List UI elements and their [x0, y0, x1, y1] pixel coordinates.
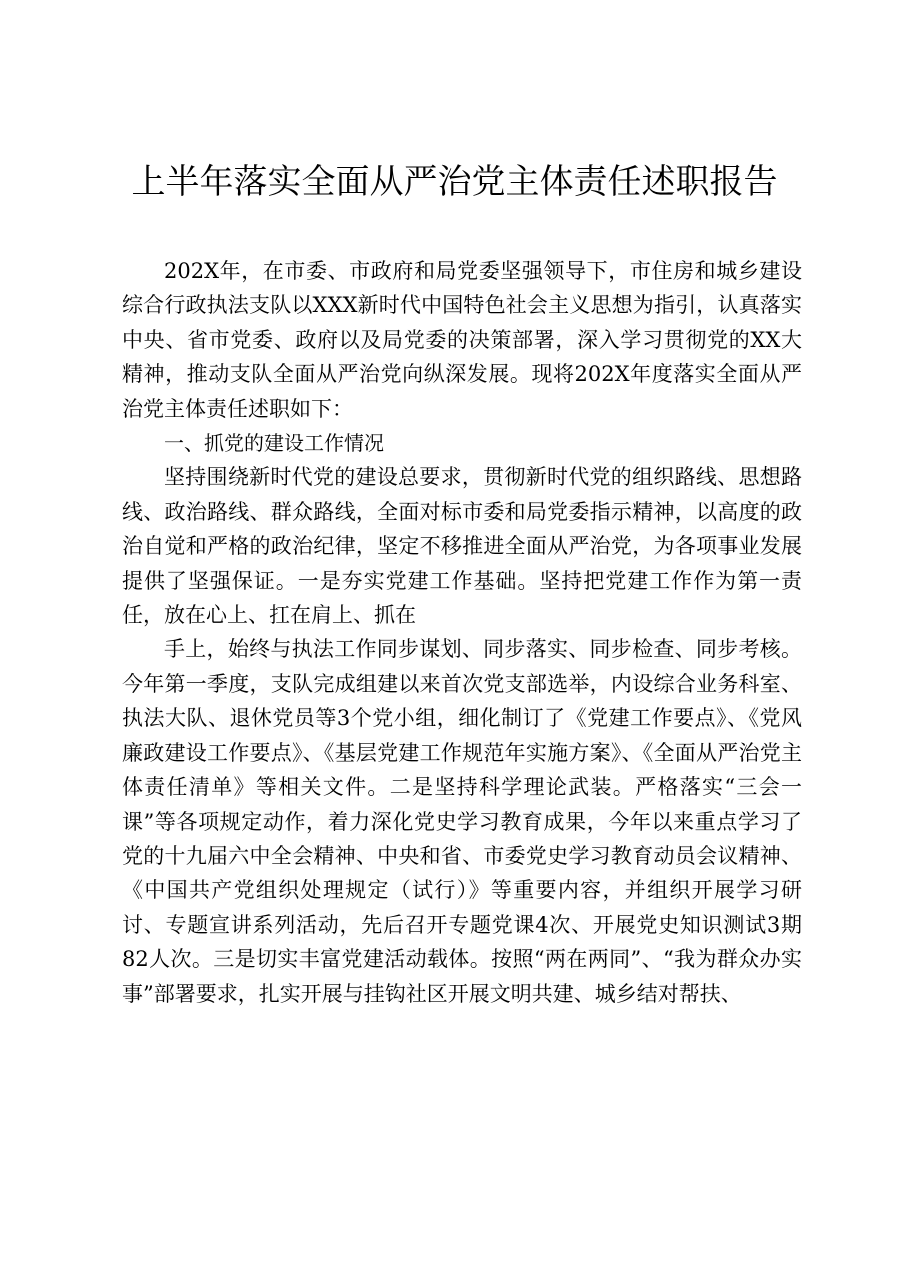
- body-paragraph: 坚持围绕新时代党的建设总要求，贯彻新时代党的组织路线、思想路线、政治路线、群众路线，全面对标市委和局党委指示精神，以高度的政治自觉和严格的政治纪律，坚定不移推进全面从严治党，为各项事业发展提供了坚强保证。一是夯实党建工作基础。坚持把党建工作作为第一责任，放在心上、扛在肩上、抓在: [122, 465, 802, 628]
- intro-paragraph: 202X年，在市委、市政府和局党委坚强领导下，市住房和城乡建设综合行政执法支队以XXX新时代中国特色社会主义思想为指引，认真落实中央、省市党委、政府以及局党委的决策部署，深入学习贯彻党的XX大精神，推动支队全面从严治党向纵深发展。现将202X年度落实全面从严治党主体责任述职如下：: [122, 259, 802, 421]
- document-title: 上半年落实全面从严治党主体责任述职报告: [131, 162, 778, 202]
- body-paragraph: 手上，始终与执法工作同步谋划、同步落实、同步检查、同步考核。今年第一季度，支队完成组建以来首次党支部选举，内设综合业务科室、执法大队、退休党员等3个党小组，细化制订了《党建工作要点》、《党风廉政建设工作要点》、《基层党建工作规范年实施方案》、《全面从严治党主体责任清单》等相关文件。二是坚持科学理论武装。严格落实“三会一课”等各项规定动作，着力深化党史学习教育成果，今年以来重点学习了党的十九届六中全会精神、中央和省、市委党史学习教育动员会议精神、《中国共产党组织处理规定（试行）》等重要内容，并组织开展学习研讨、专题宣讲系列活动，先后召开专题党课4次、开展党史知识测试3期82人次。三是切实丰富党建活动载体。按照“两在两同”、“我为群众办实事”部署要求，扎实开展与挂钩社区开展文明共建、城乡结对帮扶、: [122, 637, 802, 1006]
- document-body: [122, 254, 802, 1011]
- section-heading: 一、抓党的建设工作情况: [164, 431, 384, 456]
